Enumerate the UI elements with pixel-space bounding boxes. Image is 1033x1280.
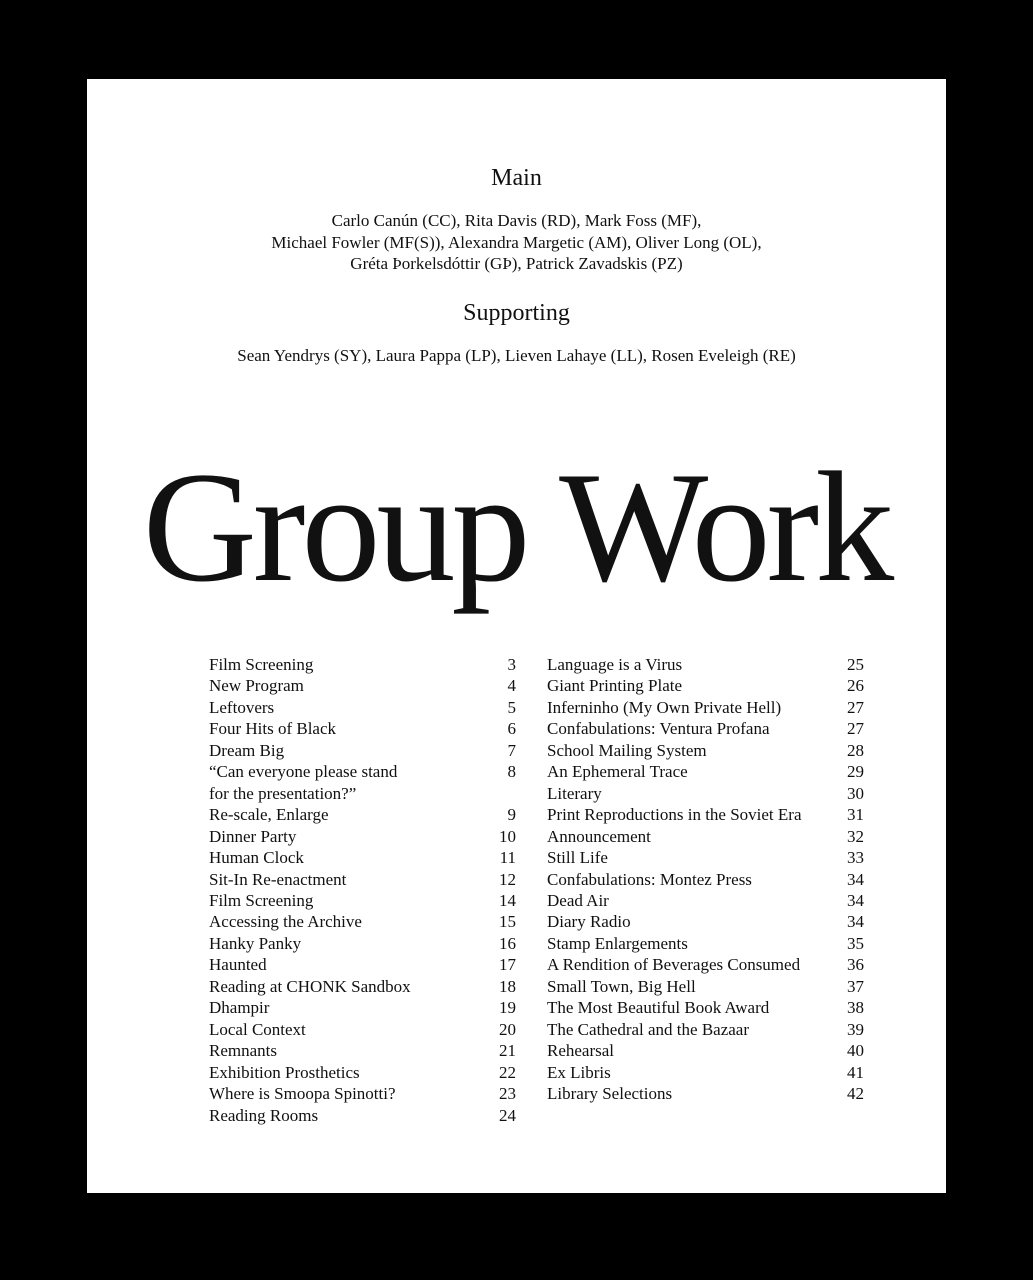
toc-entry-title: Dhampir [209, 998, 270, 1018]
toc-entry [209, 826, 516, 847]
toc-entry-page: 14 [499, 890, 516, 910]
toc-entry-title: Language is a Virus [547, 655, 683, 674]
toc-entry-page: 41 [847, 1062, 864, 1082]
supporting-credits [87, 345, 946, 367]
toc-entry [547, 954, 864, 975]
toc-entry-title: Announcement [547, 826, 651, 846]
document-page [87, 79, 946, 1193]
toc-entry-page: 11 [499, 848, 516, 868]
toc-entry-page: 12 [499, 869, 516, 889]
toc-entry-title: Small Town, Big Hell [547, 976, 696, 996]
toc-entry-page: 21 [499, 1041, 516, 1061]
toc-entry-title: Human Clock [209, 848, 304, 868]
toc-entry-title: Reading Rooms [209, 1105, 319, 1125]
toc-entry-title: Film Screening [209, 890, 314, 910]
toc-entry-title: Accessing the Archive [209, 912, 362, 932]
toc-entry [209, 911, 516, 932]
toc-entry-page: 40 [847, 1041, 864, 1061]
toc-entry [547, 1040, 864, 1061]
toc-entry-page: 5 [507, 697, 516, 717]
toc-entry [547, 976, 864, 997]
toc-entry-page: 8 [507, 762, 516, 782]
toc-entry-page: 3 [507, 655, 516, 674]
toc-entry [209, 675, 516, 696]
toc-entry-page: 23 [499, 1084, 516, 1104]
toc-entry [209, 654, 516, 675]
toc-entry-page: 30 [847, 783, 864, 803]
toc-entry-page: 22 [499, 1062, 516, 1082]
toc-entry [547, 1083, 864, 1104]
toc-entry-page: 39 [847, 1019, 864, 1039]
toc-entry-page: 27 [847, 719, 864, 739]
toc-entry-title: Where is Smoopa Spinotti? [209, 1084, 396, 1104]
toc-entry-page: 35 [847, 933, 864, 953]
toc-entry [209, 890, 516, 911]
toc-entry-page: 34 [847, 869, 864, 889]
main-credits-line: Michael Fowler (MF(S)), Alexandra Margetic (AM), Oliver Long (OL), [271, 232, 762, 252]
toc-entry [209, 954, 516, 975]
toc-entry-page: 20 [499, 1019, 516, 1039]
toc-entry-title: “Can everyone please stand for the presentation?” [209, 762, 398, 803]
toc-entry-page: 9 [507, 805, 516, 825]
toc-entry-title: Stamp Enlargements [547, 933, 688, 953]
toc-entry-title: Dream Big [209, 740, 285, 760]
toc-entry-page: 36 [847, 955, 864, 975]
toc-entry-title: Remnants [209, 1041, 277, 1061]
toc-entry [547, 997, 864, 1018]
toc-entry [209, 697, 516, 718]
toc-entry [209, 933, 516, 954]
supporting-credits-line: Sean Yendrys (SY), Laura Pappa (LP), Lieven Lahaye (LL), Rosen Eveleigh (RE) [237, 346, 796, 365]
toc-entry-title: Dead Air [547, 890, 609, 910]
toc-entry [547, 869, 864, 890]
toc-right-column [547, 654, 864, 1105]
toc-entry-title: An Ephemeral Trace [547, 762, 688, 782]
toc-entry-title: Film Screening [209, 655, 314, 674]
toc-entry [209, 718, 516, 739]
toc-entry [547, 718, 864, 739]
toc-entry [209, 847, 516, 868]
toc-entry-title: Literary [547, 783, 602, 803]
toc-entry [209, 1040, 516, 1061]
toc-entry-title: Exhibition Prosthetics [209, 1062, 360, 1082]
toc-entry [209, 761, 516, 804]
main-heading: Main [491, 165, 542, 191]
toc-entry [209, 740, 516, 761]
toc-entry [209, 1019, 516, 1040]
toc-entry [547, 654, 864, 675]
main-credits [87, 210, 946, 275]
toc-entry-title: School Mailing System [547, 740, 707, 760]
toc-entry-title: Haunted [209, 955, 267, 975]
toc-entry-title: A Rendition of Beverages Consumed [547, 955, 801, 975]
toc-entry-page: 17 [499, 955, 516, 975]
toc-entry [547, 890, 864, 911]
toc-entry [547, 761, 864, 782]
toc-entry-title: Hanky Panky [209, 933, 302, 953]
toc-entry-page: 6 [507, 719, 516, 739]
toc-entry [209, 976, 516, 997]
toc-entry-page: 19 [499, 998, 516, 1018]
toc-entry [209, 804, 516, 825]
toc-entry-title: Leftovers [209, 697, 275, 717]
main-credits-line: Gréta Þorkelsdóttir (GÞ), Patrick Zavadskis (PZ) [350, 254, 683, 273]
toc-entry-title: Re-scale, Enlarge [209, 805, 329, 825]
toc-entry-page: 34 [847, 912, 864, 932]
toc-entry-page: 15 [499, 912, 516, 932]
toc-entry [547, 847, 864, 868]
toc-entry [547, 911, 864, 932]
toc-entry-page: 34 [847, 890, 864, 910]
main-credits-line: Carlo Canún (CC), Rita Davis (RD), Mark Foss (MF), [331, 211, 702, 230]
toc-entry-title: The Cathedral and the Bazaar [547, 1019, 750, 1039]
toc-entry-title: Local Context [209, 1019, 306, 1039]
toc-entry-page: 38 [847, 998, 864, 1018]
toc-entry [547, 675, 864, 696]
toc-entry [547, 740, 864, 761]
toc-entry-title: Rehearsal [547, 1041, 615, 1061]
toc-entry-page: 33 [847, 848, 864, 868]
toc-entry [547, 804, 864, 825]
toc-entry-page: 4 [507, 676, 516, 696]
toc-entry [209, 1083, 516, 1104]
toc-entry-title: Print Reproductions in the Soviet Era [547, 805, 802, 825]
toc-entry-title: Diary Radio [547, 912, 631, 932]
toc-entry-title: Giant Printing Plate [547, 676, 683, 696]
toc-entry-page: 42 [847, 1084, 864, 1104]
toc-entry-page: 16 [499, 933, 516, 953]
toc-entry-page: 28 [847, 740, 864, 760]
toc-entry [209, 1062, 516, 1083]
toc-entry [547, 1062, 864, 1083]
toc-entry-page: 18 [499, 976, 516, 996]
toc-entry-title: New Program [209, 676, 304, 696]
toc-entry-page: 7 [507, 740, 516, 760]
toc-entry-title: Reading at CHONK Sandbox [209, 976, 411, 996]
toc-entry-title: Inferninho (My Own Private Hell) [547, 697, 782, 717]
toc-entry [209, 1105, 516, 1126]
toc-entry-title: Sit-In Re-enactment [209, 869, 347, 889]
toc-entry-page: 25 [847, 655, 864, 674]
toc-entry-page: 31 [847, 805, 864, 825]
toc-entry-title: Still Life [547, 848, 608, 868]
toc-entry-title: Ex Libris [547, 1062, 611, 1082]
toc-entry [547, 1019, 864, 1040]
toc-entry-title: Confabulations: Montez Press [547, 869, 752, 889]
toc-entry [209, 869, 516, 890]
toc-entry [547, 697, 864, 718]
toc-entry-page: 27 [847, 697, 864, 717]
toc-entry-page: 24 [499, 1105, 516, 1125]
toc-entry-title: Four Hits of Black [209, 719, 337, 739]
supporting-heading: Supporting [463, 300, 570, 326]
toc-entry-page: 32 [847, 826, 864, 846]
toc-entry-title: Dinner Party [209, 826, 297, 846]
toc-entry-title: Confabulations: Ventura Profana [547, 719, 770, 739]
toc-entry-title: Library Selections [547, 1084, 673, 1104]
toc-entry [547, 933, 864, 954]
toc-entry [209, 997, 516, 1018]
toc-entry-page: 37 [847, 976, 864, 996]
toc-entry-title: The Most Beautiful Book Award [547, 998, 770, 1018]
toc-entry-page: 10 [499, 826, 516, 846]
toc-entry-page: 26 [847, 676, 864, 696]
toc-entry [547, 783, 864, 804]
toc-entry-page: 29 [847, 762, 864, 782]
toc-entry [547, 826, 864, 847]
toc-left-column [209, 654, 516, 1126]
page-title: Group Work [142, 440, 891, 615]
